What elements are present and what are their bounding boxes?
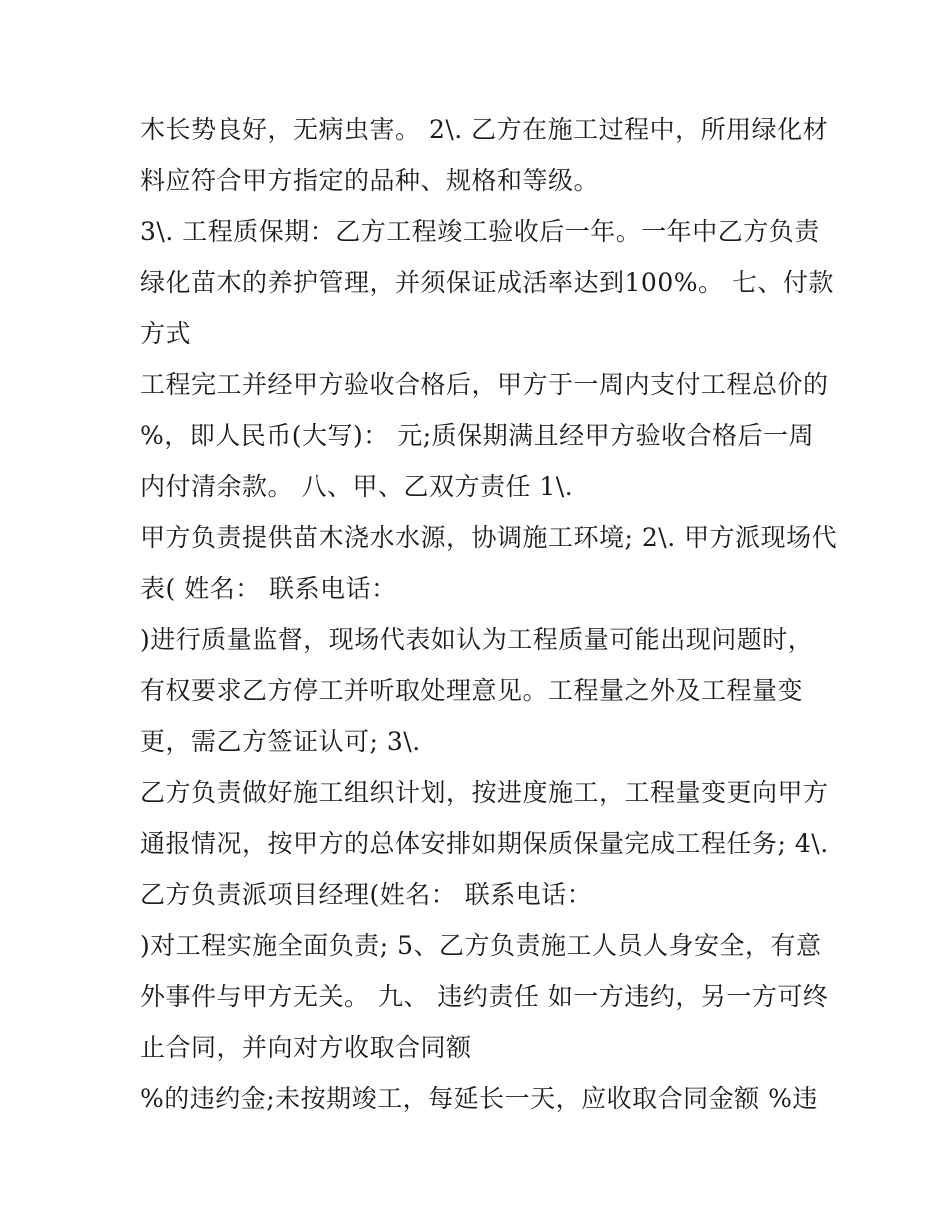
- text-line: 通报情况，按甲方的总体安排如期保质保量完成工程任务; 4\.: [140, 829, 829, 858]
- text-line: 绿化苗木的养护管理，并须保证成活率达到100%。 七、付款: [140, 268, 834, 297]
- text-line: 乙方负责做好施工组织计划，按进度施工，工程量变更向甲方: [140, 778, 829, 807]
- text-line: 表( 姓名： 联系电话：: [140, 574, 397, 603]
- text-line: %，即人民币(大写)： 元;质保期满且经甲方验收合格后一周: [140, 421, 815, 450]
- text-line: 方式: [140, 319, 192, 348]
- text-line: 更，需乙方签证认可; 3\.: [140, 727, 421, 756]
- text-line: )进行质量监督，现场代表如认为工程质量可能出现问题时，: [140, 625, 814, 654]
- contract-body-text: [140, 104, 838, 1124]
- text-line: %的违约金;未按期竣工，每延长一天，应收取合同金额 %违: [140, 1084, 818, 1113]
- text-line: 乙方负责派项目经理(姓名： 联系电话：: [140, 880, 593, 909]
- text-line: 外事件与甲方无关。 九、 违约责任 如一方违约，另一方可终: [140, 982, 829, 1011]
- text-line: 内付清余款。 八、甲、乙双方责任 1\.: [140, 472, 574, 501]
- text-line: 有权要求乙方停工并听取处理意见。工程量之外及工程量变: [140, 676, 804, 705]
- text-line: 甲方负责提供苗木浇水水源，协调施工环境; 2\. 甲方派现场代: [140, 523, 838, 552]
- text-line: 止合同，并向对方收取合同额: [140, 1033, 472, 1062]
- text-line: 料应符合甲方指定的品种、规格和等级。: [140, 166, 600, 195]
- text-line: 3\. 工程质保期：乙方工程竣工验收后一年。一年中乙方负责: [140, 217, 820, 246]
- text-line: )对工程实施全面负责; 5、乙方负责施工人员人身安全，有意: [140, 931, 822, 960]
- text-line: 工程完工并经甲方验收合格后，甲方于一周内支付工程总价的: [140, 370, 829, 399]
- text-line: 木长势良好，无病虫害。 2\. 乙方在施工过程中，所用绿化材: [140, 115, 829, 144]
